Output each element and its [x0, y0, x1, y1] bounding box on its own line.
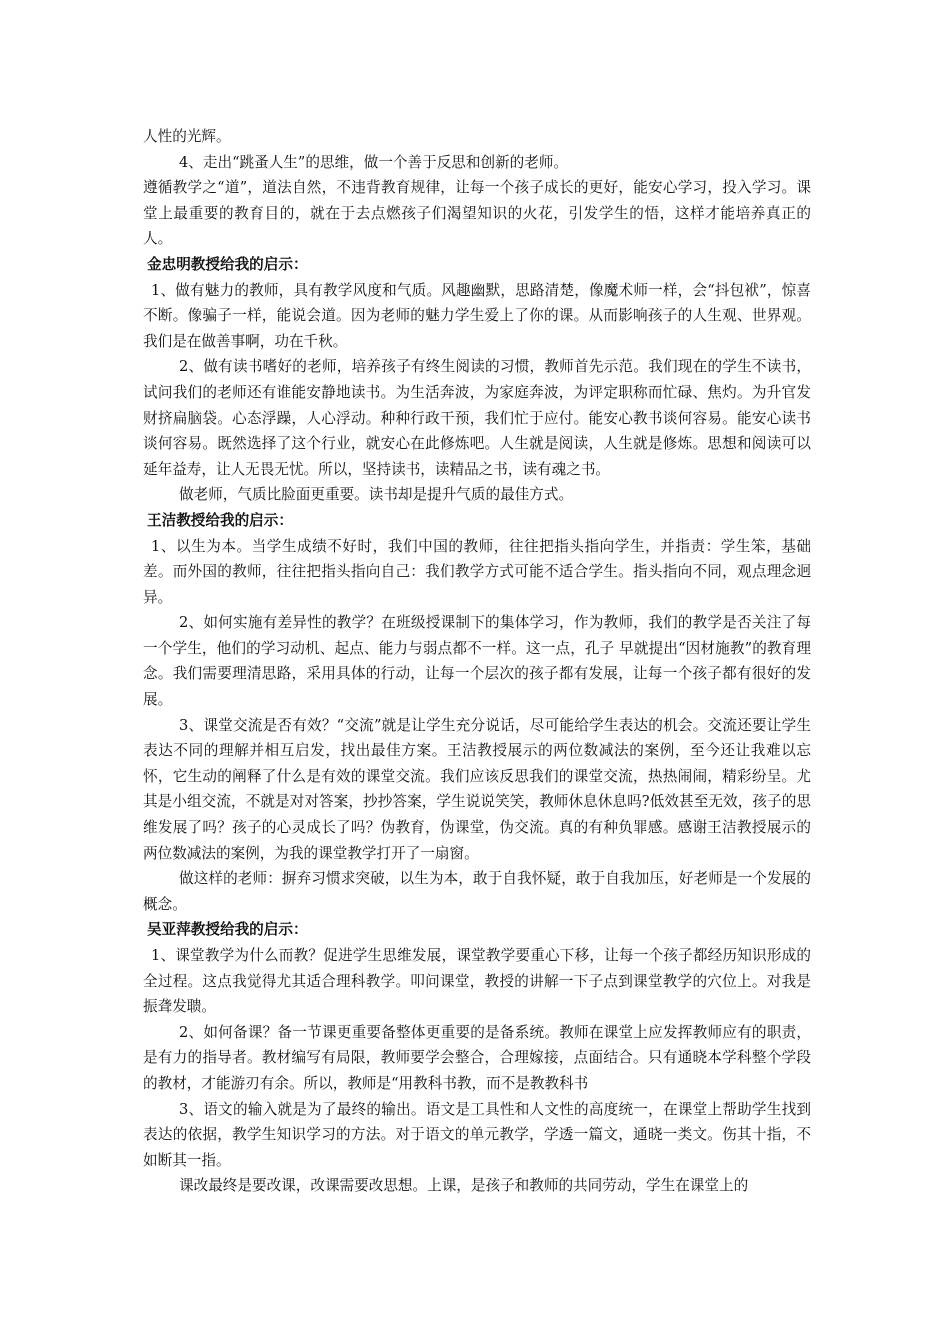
- section-heading: 金忠明教授给我的启示：: [147, 255, 308, 273]
- paragraph: 3、语文的输入就是为了最终的输出。语文是工具性和人文性的高度统一，在课堂上帮助学生找到表达的依据，教学生知识学习的方法。对于语文的单元教学，学透一篇文，通晓一类文。伤其十指，不如断其一指。: [143, 1100, 811, 1169]
- paragraph: 课改最终是要改课，改课需要改思想。上课，是孩子和教师的共同劳动，学生在课堂上的: [179, 1177, 749, 1195]
- section-heading: 吴亚萍教授给我的启示：: [147, 921, 308, 939]
- paragraph: 人性的光辉。: [143, 128, 231, 145]
- paragraph: 1、做有魅力的教师，具有教学风度和气质。风趣幽默，思路清楚，像魔术师一样，会“抖包袱”，惊喜不断。像骗子一样，能说会道。因为老师的魅力学生爱上了你的课。从而影响孩子的人生观、世界观。我们是在做善事啊，功在千秋。: [143, 281, 811, 350]
- section-heading: 王洁教授给我的启示：: [147, 511, 293, 529]
- paragraph: 2、做有读书嗜好的老师，培养孩子有终生阅读的习惯，教师首先示范。我们现在的学生不读书，试问我们的老师还有谁能安静地读书。为生活奔波，为家庭奔波，为评定职称而忙碌、焦灼。为升官发财挤扁脑袋。心态浮躁，人心浮动。种种行政干预，我们忙于应付。能安心教书谈何容易。能安心读书谈何容易。既然选择了这个行业，就安心在此修炼吧。人生就是阅读，人生就是修炼。思想和阅读可以延年益寿，让人无畏无忧。所以，坚持读书，读精品之书，读有魂之书。: [143, 358, 811, 478]
- document-page: [143, 124, 811, 1199]
- paragraph: 3、课堂交流是否有效？“交流”就是让学生充分说话，尽可能给学生表达的机会。交流还要让学生表达不同的理解并相互启发，找出最佳方案。王洁教授展示的两位数减法的案例，至今还让我难以忘怀，它生动的阐释了什么是有效的课堂交流。我们应该反思我们的课堂交流，热热闹闹，精彩纷呈。尤其是小组交流，不就是对对答案，抄抄答案，学生说说笑笑，教师休息休息吗?低效甚至无效，孩子的思维发展了吗？孩子的心灵成长了吗？伪教育，伪课堂，伪交流。真的有种负罪感。感谢王洁教授展示的两位数减法的案例，为我的课堂教学打开了一扇窗。: [143, 716, 811, 862]
- paragraph: 做老师，气质比脸面更重要。读书却是提升气质的最佳方式。: [179, 486, 574, 504]
- paragraph: 遵循教学之“道”，道法自然，不违背教育规律，让每一个孩子成长的更好，能安心学习，投入学习。课堂上最重要的教育目的，就在于去点燃孩子们渴望知识的火花，引发学生的悟，这样才能培养真正的人。: [143, 179, 811, 248]
- paragraph: 2、如何实施有差异性的教学？在班级授课制下的集体学习，作为教师，我们的教学是否关注了每一个学生，他们的学习动机、起点、能力与弱点都不一样。这一点，孔子 早就提出“因材施教”的教育理念。我们需要理清思路，采用具体的行动，让每一个层次的孩子都有发展，让每一个孩子都有很好的发展。: [143, 614, 811, 709]
- paragraph: 1、课堂教学为什么而教？促进学生思维发展，课堂教学要重心下移，让每一个孩子都经历知识形成的全过程。这点我觉得尤其适合理科教学。叩问课堂，教授的讲解一下子点到课堂教学的穴位上。对我是振聋发聩。: [143, 947, 811, 1016]
- paragraph: 2、如何备课？备一节课更重要备整体更重要的是备系统。教师在课堂上应发挥教师应有的职责，是有力的指导者。教材编写有局限，教师要学会整合，合理嫁接，点面结合。只有通晓本学科整个学段的教材，才能游刃有余。所以，教师是“用教科书教，而不是教教科书: [143, 1023, 811, 1092]
- paragraph: 4、走出“跳蚤人生”的思维，做一个善于反思和创新的老师。: [179, 153, 569, 171]
- paragraph: 1、以生为本。当学生成绩不好时，我们中国的教师，往往把指头指向学生，并指责：学生笨，基础差。而外国的教师，往往把指头指向自己：我们教学方式可能不适合学生。指头指向不同，观点理念迥异。: [143, 537, 811, 606]
- paragraph: 做这样的老师：摒弃习惯求突破，以生为本，敢于自我怀疑，敢于自我加压，好老师是一个发展的概念。: [143, 870, 811, 913]
